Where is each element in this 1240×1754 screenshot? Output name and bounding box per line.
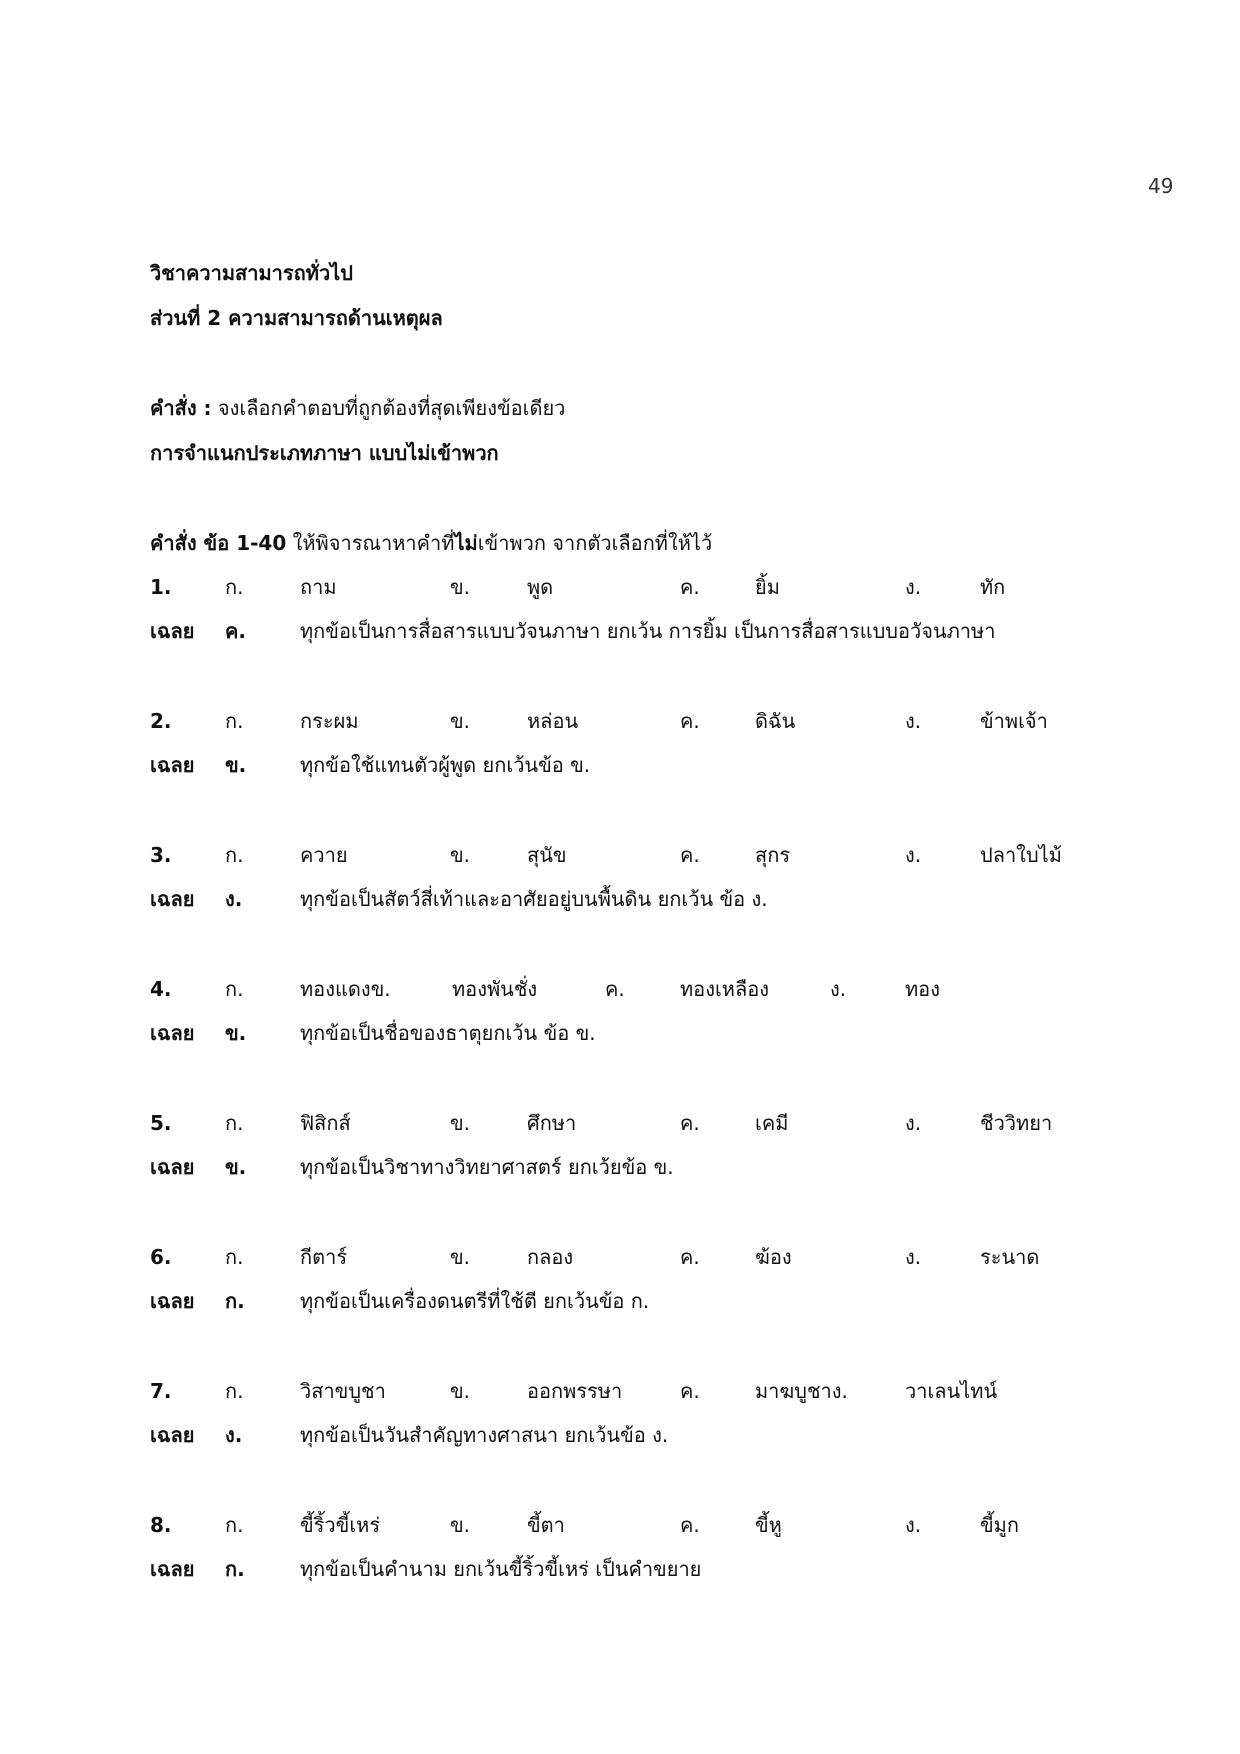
option-token: ศึกษา <box>527 1111 577 1135</box>
option-token: ฆ้อง <box>755 1245 792 1269</box>
option-token: ดิฉัน <box>755 709 796 733</box>
option-token: ค. <box>680 1111 700 1135</box>
option-token: สุกร <box>755 843 791 867</box>
instruction <box>150 394 565 422</box>
option-token: ควาย <box>300 843 348 867</box>
answer-choice: ข. <box>225 753 247 777</box>
option-token: ข. <box>450 575 471 599</box>
option-token: ก. <box>225 1379 244 1403</box>
option-token: ทอง <box>905 977 940 1001</box>
answer-label: เฉลย <box>150 1155 195 1179</box>
option-token: ข. <box>450 1513 471 1537</box>
option-token: ออกพรรษา <box>527 1379 623 1403</box>
page-number: 49 <box>1148 174 1174 198</box>
option-token: ก. <box>225 575 244 599</box>
option-token: ก. <box>225 977 244 1001</box>
answer-explanation: ทุกข้อใช้แทนตัวผู้พูด ยกเว้นข้อ ข. <box>300 753 591 777</box>
answer-label: เฉลย <box>150 887 195 911</box>
question-number: 8. <box>150 1513 172 1537</box>
option-token: ข. <box>450 709 471 733</box>
option-token: ฟิสิกส์ <box>300 1111 351 1135</box>
question-number: 4. <box>150 977 172 1001</box>
option-token: ข้าพเจ้า <box>980 709 1048 733</box>
answer-label: เฉลย <box>150 1021 195 1045</box>
option-token: ระนาด <box>980 1245 1040 1269</box>
option-token: วาเลนไทน์ <box>905 1379 998 1403</box>
answer-choice: ข. <box>225 1155 247 1179</box>
option-token: ก. <box>225 709 244 733</box>
answer-label: เฉลย <box>150 619 195 643</box>
option-token: ง. <box>905 843 922 867</box>
option-token: ขี้ริ้วขี้เหร่ <box>300 1513 381 1537</box>
option-token: ข. <box>450 1111 471 1135</box>
question-number: 2. <box>150 709 172 733</box>
answer-label: เฉลย <box>150 1557 195 1581</box>
option-token: กลอง <box>527 1245 574 1269</box>
section-title: ส่วนที่ 2 ความสามารถด้านเหตุผล <box>150 306 443 330</box>
answer-explanation: ทุกข้อเป็นวันสำคัญทางศาสนา ยกเว้นข้อ ง. <box>300 1423 669 1447</box>
option-token: พูด <box>527 575 554 599</box>
instruction-label: คำสั่ง : <box>150 396 212 420</box>
answer-label: เฉลย <box>150 1423 195 1447</box>
option-token: ก. <box>225 1513 244 1537</box>
option-token: ทองแดงข. <box>300 977 391 1001</box>
directive-prefix: คำสั่ง ข้อ 1-40 <box>150 531 287 555</box>
option-token: ง. <box>905 575 922 599</box>
directive-text: ให้พิจารณาหาคำที่ <box>286 531 455 555</box>
answer-explanation: ทุกข้อเป็นการสื่อสารแบบวัจนภาษา ยกเว้น การยิ้ม เป็นการสื่อสารแบบอวัจนภาษา <box>300 619 996 643</box>
option-token: ข. <box>450 1379 471 1403</box>
option-token: ก. <box>225 843 244 867</box>
option-token: เคมี <box>755 1111 789 1135</box>
question-number: 5. <box>150 1111 172 1135</box>
instruction-text: จงเลือกคำตอบที่ถูกต้องที่สุดเพียงข้อเดียว <box>211 396 566 420</box>
option-token: ค. <box>680 1245 700 1269</box>
subject-title: วิชาความสามารถทั่วไป <box>150 261 353 285</box>
option-token: ค. <box>680 575 700 599</box>
question-number: 3. <box>150 843 172 867</box>
answer-explanation: ทุกข้อเป็นเครื่องดนตรีที่ใช้ตี ยกเว้นข้อ ก. <box>300 1289 650 1313</box>
question-number: 7. <box>150 1379 172 1403</box>
directive-emphasis: ไม่ <box>454 531 478 555</box>
answer-explanation: ทุกข้อเป็นวิชาทางวิทยาศาสตร์ ยกเว้ยข้อ ข. <box>300 1155 674 1179</box>
option-token: ค. <box>680 1513 700 1537</box>
option-token: ปลาใบไม้ <box>980 843 1062 867</box>
option-token: ก. <box>225 1111 244 1135</box>
option-token: ค. <box>680 843 700 867</box>
answer-choice: ค. <box>225 619 246 643</box>
question-number: 6. <box>150 1245 172 1269</box>
option-token: ทองพันชั่ง <box>452 977 538 1001</box>
directive <box>150 529 712 557</box>
answer-explanation: ทุกข้อเป็นสัตว์สี่เท้าและอาศัยอยู่บนพื้นดิน ยกเว้น ข้อ ง. <box>300 887 768 911</box>
option-token: ง. <box>830 977 847 1001</box>
question-number: 1. <box>150 575 172 599</box>
answer-choice: ง. <box>225 1423 243 1447</box>
option-token: ง. <box>905 709 922 733</box>
option-token: ทองเหลือง <box>680 977 770 1001</box>
option-token: มาฆบูชาง. <box>755 1379 848 1403</box>
option-token: ถาม <box>300 575 337 599</box>
option-token: หล่อน <box>527 709 579 733</box>
answer-explanation: ทุกข้อเป็นคำนาม ยกเว้นขี้ริ้วขี้เหร่ เป็นคำขยาย <box>300 1557 702 1581</box>
option-token: กระผม <box>300 709 359 733</box>
option-token: สุนัข <box>527 843 567 867</box>
option-token: ค. <box>680 709 700 733</box>
answer-label: เฉลย <box>150 1289 195 1313</box>
option-token: วิสาขบูชา <box>300 1379 386 1403</box>
answer-choice: ก. <box>225 1557 245 1581</box>
directive-text-end: เข้าพวก จากตัวเลือกที่ให้ไว้ <box>477 531 713 555</box>
option-token: ง. <box>905 1513 922 1537</box>
option-token: ค. <box>605 977 625 1001</box>
option-token: ขี้ตา <box>527 1513 565 1537</box>
answer-choice: ก. <box>225 1289 245 1313</box>
option-token: ค. <box>680 1379 700 1403</box>
option-token: ทัก <box>980 575 1006 599</box>
option-token: ง. <box>905 1245 922 1269</box>
option-token: ข. <box>450 1245 471 1269</box>
option-token: ชีววิทยา <box>980 1111 1053 1135</box>
topic-heading: การจำแนกประเภทภาษา แบบไม่เข้าพวก <box>150 441 499 465</box>
answer-choice: ง. <box>225 887 243 911</box>
option-token: ก. <box>225 1245 244 1269</box>
answer-choice: ข. <box>225 1021 247 1045</box>
option-token: กีตาร์ <box>300 1245 348 1269</box>
option-token: ง. <box>905 1111 922 1135</box>
option-token: ขี้หู <box>755 1513 782 1537</box>
option-token: ยิ้ม <box>755 575 780 599</box>
answer-explanation: ทุกข้อเป็นชื่อของธาตุยกเว้น ข้อ ข. <box>300 1021 596 1045</box>
option-token: ข. <box>450 843 471 867</box>
option-token: ขี้มูก <box>980 1513 1019 1537</box>
answer-label: เฉลย <box>150 753 195 777</box>
